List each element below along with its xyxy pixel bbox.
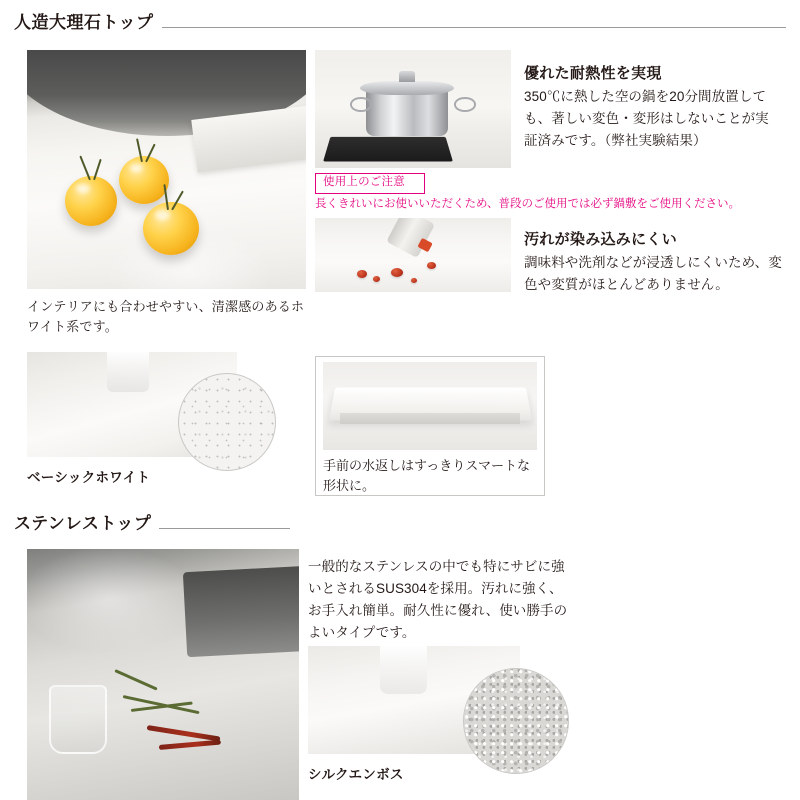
caption-counter-edge: 手前の水返しはすっきりスマートな形状に。 xyxy=(323,458,530,494)
section-heading-marble xyxy=(14,14,786,33)
cooktop-shape xyxy=(323,137,452,161)
sauce-drop-shape xyxy=(427,262,436,269)
label-silk-emboss: シルクエンボス xyxy=(308,767,404,782)
pot-handle-right-shape xyxy=(454,97,476,112)
speckle-texture xyxy=(179,374,275,470)
photo-stain-resistance xyxy=(315,218,511,292)
heading-stain-resistance: 汚れが染み込みにくい xyxy=(524,231,678,248)
section-title: ステンレストップ xyxy=(14,514,152,533)
usage-notice-badge: 使用上のご注意 xyxy=(315,173,425,194)
heading-rule xyxy=(159,528,290,529)
sauce-drop-shape xyxy=(411,278,417,283)
section-heading-stainless xyxy=(14,515,290,534)
pot-knob-shape xyxy=(399,71,415,82)
photo-counter-edge xyxy=(323,362,537,450)
chili-pepper-shape xyxy=(159,740,221,750)
section-title: 人造大理石トップ xyxy=(14,13,154,32)
glass-base-shape xyxy=(107,352,149,392)
caption-marble-main: インテリアにも合わせやすい、清潔感のあるホワイト系です。 xyxy=(27,299,305,335)
glass-shape xyxy=(49,685,107,754)
photo-heat-test-pot xyxy=(315,50,511,168)
chili-pepper-shape xyxy=(147,725,221,742)
body-stain-resistance: 調味料や洗剤などが浸透しにくいため、変色や変質がほとんどありません。 xyxy=(524,255,782,292)
pot-lid-shape xyxy=(360,81,454,95)
heading-heat-resistance: 優れた耐熱性を実現 xyxy=(524,65,662,82)
herb-stem-shape xyxy=(114,669,157,690)
body-heat-resistance: 350℃に熱した空の鍋を20分間放置しても、著しい変色・変形はしないことが実証済みです。（弊社実験結果） xyxy=(524,89,769,148)
emboss-texture xyxy=(464,669,568,773)
pot-body-shape xyxy=(366,89,448,136)
glass-base-shape xyxy=(380,646,427,694)
swatch-silk-emboss-detail xyxy=(463,668,569,774)
photo-stainless-top-main xyxy=(27,549,299,800)
swatch-basic-white-detail xyxy=(178,373,276,471)
sink-shape xyxy=(183,566,299,658)
tomato-shape xyxy=(119,156,169,204)
pot-handle-left-shape xyxy=(350,97,372,112)
label-basic-white: ベーシックホワイト xyxy=(27,470,151,485)
sauce-bottle-shape xyxy=(386,218,435,258)
heading-rule xyxy=(162,27,787,28)
photo-marble-top-main xyxy=(27,50,306,289)
counter-slab-front-shape xyxy=(340,413,520,424)
body-stainless: 一般的なステンレスの中でも特にサビに強いとされるSUS304を採用。汚れに強く、お手入れ簡単。耐久性に優れ、使い勝手のよいタイプです。 xyxy=(308,559,568,640)
sauce-drop-shape xyxy=(391,268,403,277)
tomato-shape xyxy=(65,176,117,226)
sauce-drop-shape xyxy=(357,270,367,278)
usage-notice-text: 長くきれいにお使いいただくため、普段のご使用では必ず鍋敷をご使用ください。 xyxy=(315,198,741,210)
sauce-drop-shape xyxy=(373,276,380,282)
